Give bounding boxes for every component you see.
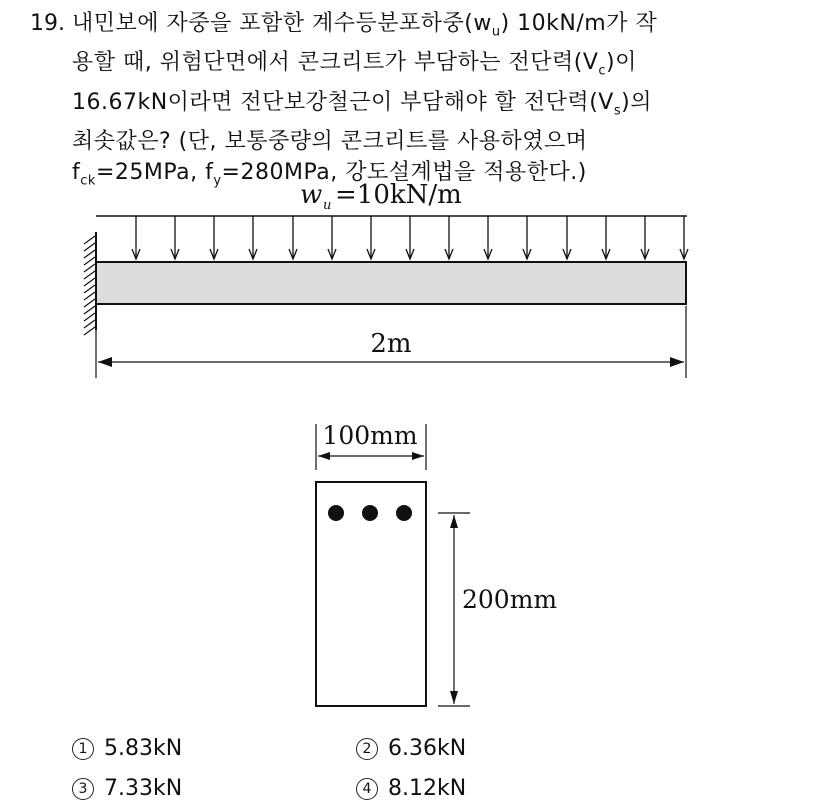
load-label-value: =10kN/m [335,180,462,210]
load-label-subscript: u [323,198,332,213]
depth-label: 200mm [462,585,558,614]
hatch-line [84,285,95,293]
rebar-1 [328,505,344,521]
hatch-line [84,264,95,272]
hatch-line [84,271,95,279]
question-line-3: 16.67kN이라면 전단보강철근이 부담해야 할 전단력$(V_s)$의 [72,89,652,119]
span-arrow-left [98,357,112,367]
question-line-2: 용할 때, 위험단면에서 콘크리트가 부담하는 전단력$(V_c)$이 [72,50,637,79]
question-line-4: 최솟값은? (단, 보통중량의 콘크리트를 사용하였으며 [72,129,588,155]
hatch-line [84,299,95,307]
beam [96,262,686,304]
choice-4-text: 8.12kN [388,776,467,801]
question-line-5: $f_{ck}=25MPa$, $f_y=280MPa$, 강도설계법을 적용한다.) [72,160,587,189]
hatch-line [84,278,95,286]
width-label: 100mm [322,421,418,450]
span-arrow-right [670,357,684,367]
choice-2[interactable] [356,736,466,762]
choice-1[interactable] [72,736,182,762]
depth-arrow-top [450,515,458,528]
hatch-line [84,257,95,265]
hatch-line [84,243,95,251]
load-arrows [132,216,688,259]
question-number: 19. [30,11,65,36]
choice-1-marker: 1 [72,738,94,760]
load-label-symbol: w [300,180,323,210]
rebar-2 [362,505,378,521]
hatch-line [84,313,95,321]
depth-arrow-bottom [450,691,458,704]
span-label: 2m [370,329,412,359]
choice-2-text: 6.36kN [388,736,467,761]
hatch-line [84,320,95,328]
hatch-line [84,306,95,314]
hatch-line [84,292,95,300]
width-arrow-right [412,452,424,460]
fixed-support-hatching [84,236,95,335]
hatch-line [84,250,95,258]
hatch-line [84,236,95,244]
rebar-3 [396,505,412,521]
width-arrow-left [318,452,330,460]
question-line-1: 내민보에 자중을 포함한 계수등분포하중$(w_u)$ 10kN/m가 작 [72,11,658,40]
choice-4-marker: 4 [356,778,378,800]
choice-1-text: 5.83kN [104,736,183,761]
choice-4[interactable] [356,776,466,802]
choice-3-text: 7.33kN [104,776,183,801]
choice-3[interactable] [72,776,182,802]
choice-3-marker: 3 [72,778,94,800]
hatch-line [84,327,95,335]
choice-2-marker: 2 [356,738,378,760]
